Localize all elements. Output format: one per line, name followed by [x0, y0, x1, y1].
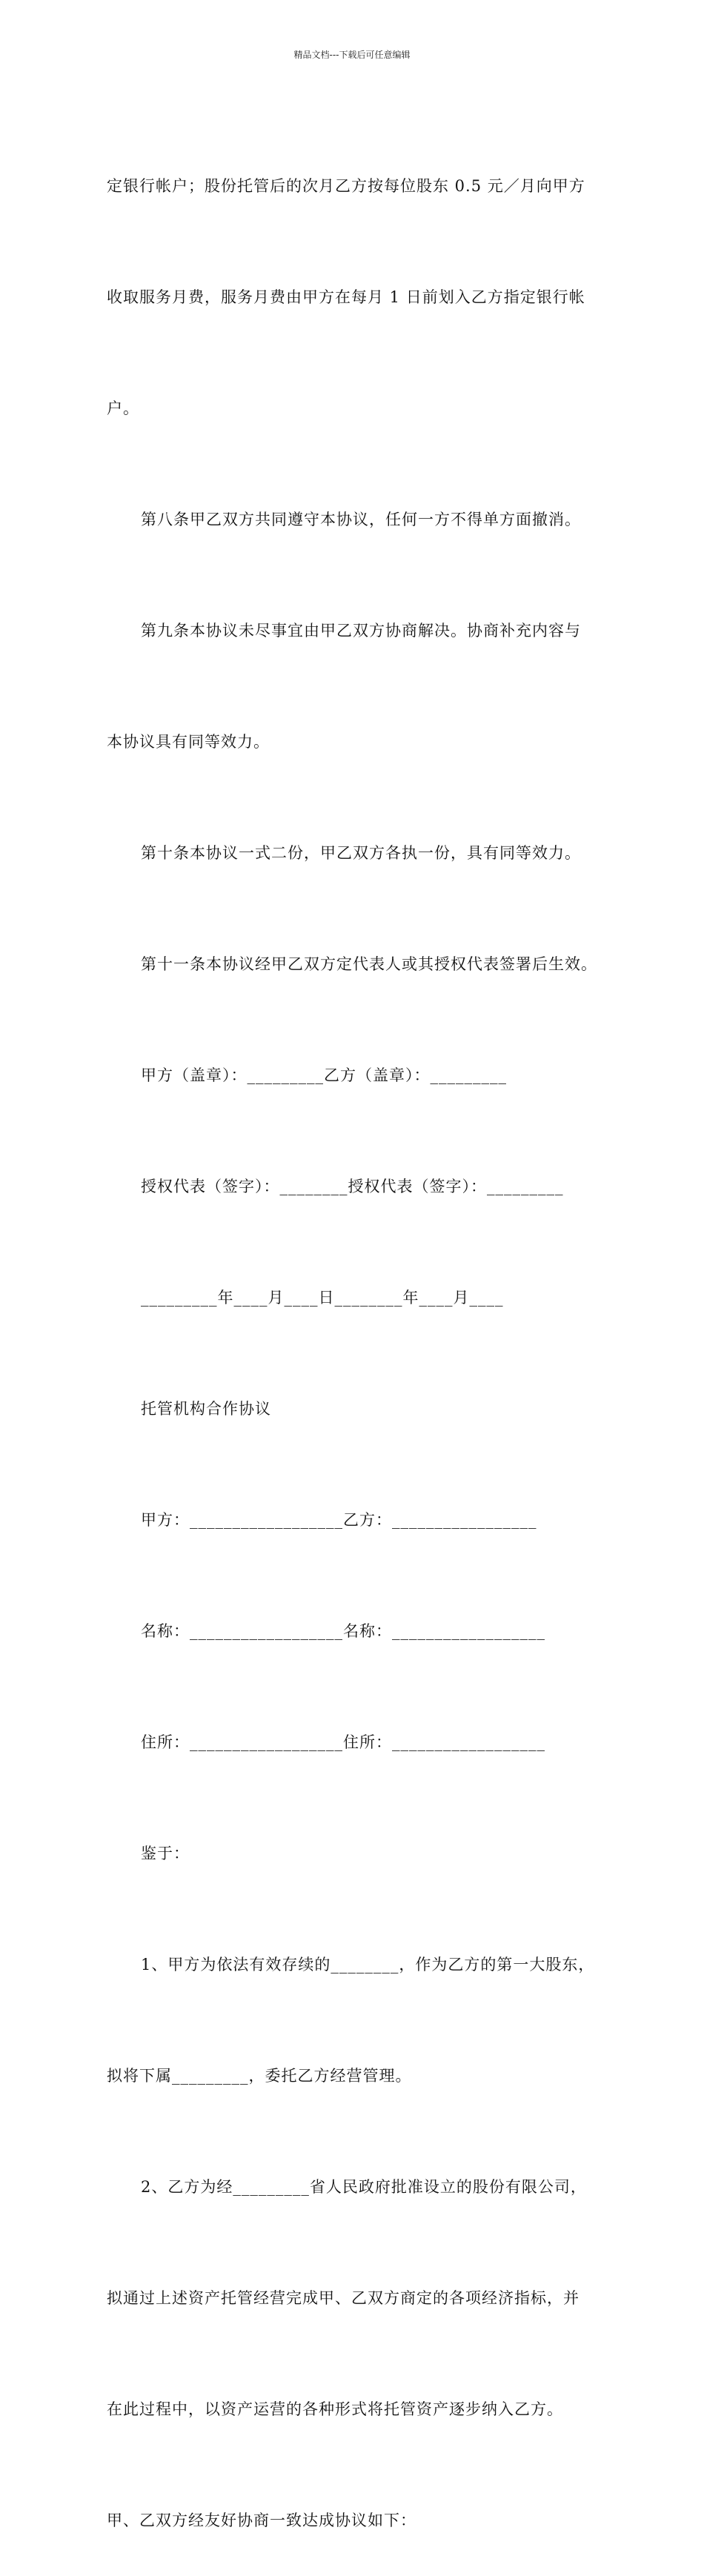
address-line: 住所：__________________住所：__________________ [141, 1733, 545, 1751]
page-header: 精品文档---下载后可任意编辑 [293, 50, 411, 60]
paragraph-line: 户。 [107, 399, 139, 417]
paragraph-line: 在此过程中，以资产运营的各种形式将托管资产逐步纳入乙方。 [107, 2400, 563, 2418]
paragraph-line: 拟通过上述资产托管经营完成甲、乙双方商定的各项经济指标，并 [107, 2289, 580, 2307]
agreement-intro: 甲、乙双方经友好协商一致达成协议如下： [107, 2512, 416, 2529]
paragraph-line: 拟将下属_________，委托乙方经营管理。 [107, 2067, 412, 2085]
name-line: 名称：__________________名称：__________________ [141, 1622, 545, 1640]
signature-line: 授权代表（签字）：________授权代表（签字）：_________ [141, 1178, 564, 1195]
section-title: 托管机构合作协议 [141, 1400, 271, 1418]
article-10: 第十条本协议一式二份，甲乙双方各执一份，具有同等效力。 [141, 844, 581, 862]
party-line: 甲方：__________________乙方：_________________ [141, 1511, 537, 1529]
whereas-label: 鉴于： [141, 1845, 190, 1862]
paragraph-line: 本协议具有同等效力。 [107, 733, 270, 751]
recital-2: 2、乙方为经_________省人民政府批准设立的股份有限公司， [141, 2178, 587, 2196]
recital-1: 1、甲方为依法有效存续的________，作为乙方的第一大股东， [141, 1956, 595, 1974]
document-body [107, 93, 618, 2576]
article-11: 第十一条本协议经甲乙双方定代表人或其授权代表签署后生效。 [141, 955, 597, 973]
paragraph-line: 定银行帐户；股份托管后的次月乙方按每位股东 0.5 元／月向甲方 [107, 177, 585, 195]
article-9: 第九条本协议未尽事宜由甲乙双方协商解决。协商补充内容与 [141, 622, 581, 640]
article-8: 第八条甲乙双方共同遵守本协议，任何一方不得单方面撤消。 [141, 511, 581, 528]
seal-line: 甲方（盖章）：_________乙方（盖章）：_________ [141, 1066, 507, 1084]
date-line: _________年____月____日________年____月____ [141, 1289, 504, 1307]
paragraph-line: 收取服务月费，服务月费由甲方在每月 1 日前划入乙方指定银行帐 [107, 288, 585, 306]
